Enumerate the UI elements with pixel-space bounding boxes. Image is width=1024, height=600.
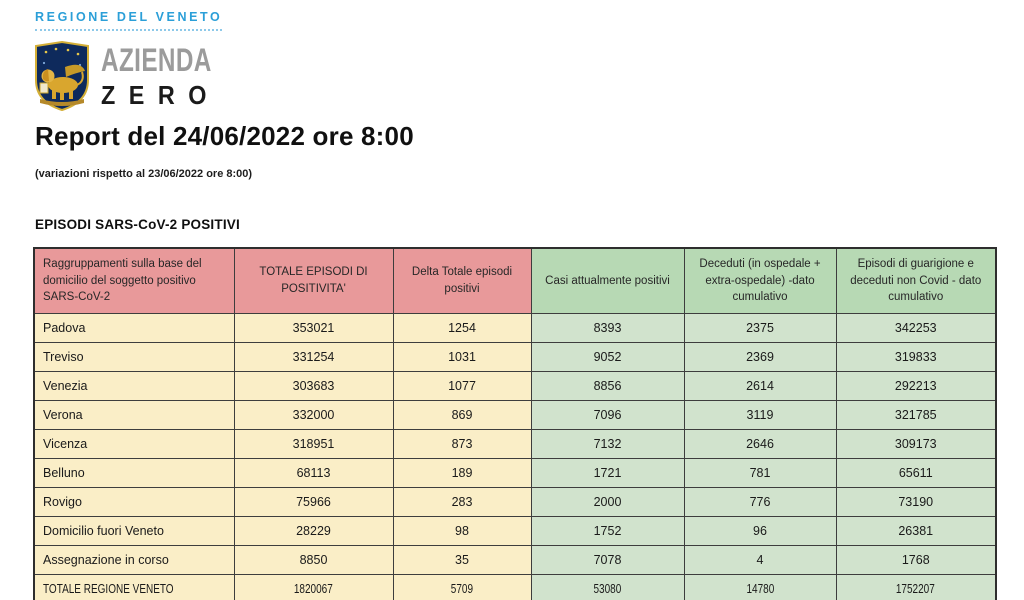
total-value-cell (684, 575, 836, 600)
total-value-cell (234, 575, 393, 600)
value-cell: 96 (684, 517, 836, 546)
row-label-cell: Rovigo (34, 488, 234, 517)
total-value: 1752207 (896, 582, 936, 596)
header-raggruppamenti: Raggruppamenti sulla base del domicilio del soggetto positivo SARS-CoV-2 (34, 248, 234, 314)
table-row-assegnazione-in-corso (34, 546, 996, 575)
value-cell: 73190 (836, 488, 996, 517)
value-cell: 2614 (684, 372, 836, 401)
row-label-cell: Padova (34, 314, 234, 343)
episodes-table (33, 247, 997, 600)
value-cell: 332000 (234, 401, 393, 430)
header-delta-totale: Delta Totale episodi positivi (393, 248, 531, 314)
table-row-rovigo (34, 488, 996, 517)
value-cell: 776 (684, 488, 836, 517)
region-label: REGIONE DEL VENETO (35, 10, 222, 31)
table-row-domicilio-fuori-veneto (34, 517, 996, 546)
value-cell: 2375 (684, 314, 836, 343)
value-cell: 1768 (836, 546, 996, 575)
value-cell: 1031 (393, 343, 531, 372)
value-cell: 9052 (531, 343, 684, 372)
value-cell: 318951 (234, 430, 393, 459)
value-cell: 283 (393, 488, 531, 517)
total-value-cell (531, 575, 684, 600)
value-cell: 331254 (234, 343, 393, 372)
total-value: 53080 (593, 582, 622, 596)
section-title: EPISODI SARS-CoV-2 POSITIVI (35, 217, 240, 232)
value-cell: 309173 (836, 430, 996, 459)
table-header-row (34, 248, 996, 314)
value-cell: 7132 (531, 430, 684, 459)
total-value-cell (393, 575, 531, 600)
value-cell: 189 (393, 459, 531, 488)
brand-azienda: AZIENDA (101, 42, 212, 78)
table-row-treviso (34, 343, 996, 372)
header-deceduti: Deceduti (in ospedale + extra-ospedale) -dato cumulativo (684, 248, 836, 314)
row-label-cell: Domicilio fuori Veneto (34, 517, 234, 546)
value-cell: 873 (393, 430, 531, 459)
value-cell: 26381 (836, 517, 996, 546)
veneto-crest-icon (35, 41, 89, 116)
total-label: TOTALE REGIONE VENETO (43, 582, 174, 596)
value-cell: 1077 (393, 372, 531, 401)
brand-wordmark (101, 44, 247, 108)
row-label-cell: Venezia (34, 372, 234, 401)
value-cell: 7078 (531, 546, 684, 575)
table-row-venezia (34, 372, 996, 401)
header-guarigione: Episodi di guarigione e deceduti non Covid - dato cumulativo (836, 248, 996, 314)
value-cell: 1752 (531, 517, 684, 546)
value-cell: 1254 (393, 314, 531, 343)
row-label-cell: Vicenza (34, 430, 234, 459)
total-value-cell (836, 575, 996, 600)
row-label-cell: Belluno (34, 459, 234, 488)
value-cell: 2369 (684, 343, 836, 372)
header-casi-attuali: Casi attualmente positivi (531, 248, 684, 314)
table-row-belluno (34, 459, 996, 488)
report-title: Report del 24/06/2022 ore 8:00 (35, 121, 414, 151)
brand-zero: ZERO (101, 80, 221, 110)
table-row-padova (34, 314, 996, 343)
value-cell: 8850 (234, 546, 393, 575)
value-cell: 7096 (531, 401, 684, 430)
value-cell: 1721 (531, 459, 684, 488)
report-subtitle: (variazioni rispetto al 23/06/2022 ore 8:00) (35, 168, 253, 180)
value-cell: 75966 (234, 488, 393, 517)
value-cell: 4 (684, 546, 836, 575)
value-cell: 8856 (531, 372, 684, 401)
total-value: 1820067 (294, 582, 333, 596)
row-label-cell: Verona (34, 401, 234, 430)
value-cell: 781 (684, 459, 836, 488)
total-value: 5709 (450, 582, 474, 596)
value-cell: 68113 (234, 459, 393, 488)
row-label-cell: Treviso (34, 343, 234, 372)
table-total-row (34, 575, 996, 600)
table-row-verona (34, 401, 996, 430)
total-label-cell (34, 575, 234, 600)
value-cell: 2646 (684, 430, 836, 459)
value-cell: 303683 (234, 372, 393, 401)
table-row-vicenza (34, 430, 996, 459)
total-value: 14780 (746, 582, 774, 596)
value-cell: 98 (393, 517, 531, 546)
value-cell: 35 (393, 546, 531, 575)
value-cell: 869 (393, 401, 531, 430)
value-cell: 321785 (836, 401, 996, 430)
header-totale-episodi: TOTALE EPISODI DI POSITIVITA' (234, 248, 393, 314)
value-cell: 353021 (234, 314, 393, 343)
value-cell: 292213 (836, 372, 996, 401)
row-label-cell: Assegnazione in corso (34, 546, 234, 575)
value-cell: 319833 (836, 343, 996, 372)
value-cell: 65611 (836, 459, 996, 488)
value-cell: 342253 (836, 314, 996, 343)
value-cell: 28229 (234, 517, 393, 546)
value-cell: 3119 (684, 401, 836, 430)
value-cell: 2000 (531, 488, 684, 517)
value-cell: 8393 (531, 314, 684, 343)
